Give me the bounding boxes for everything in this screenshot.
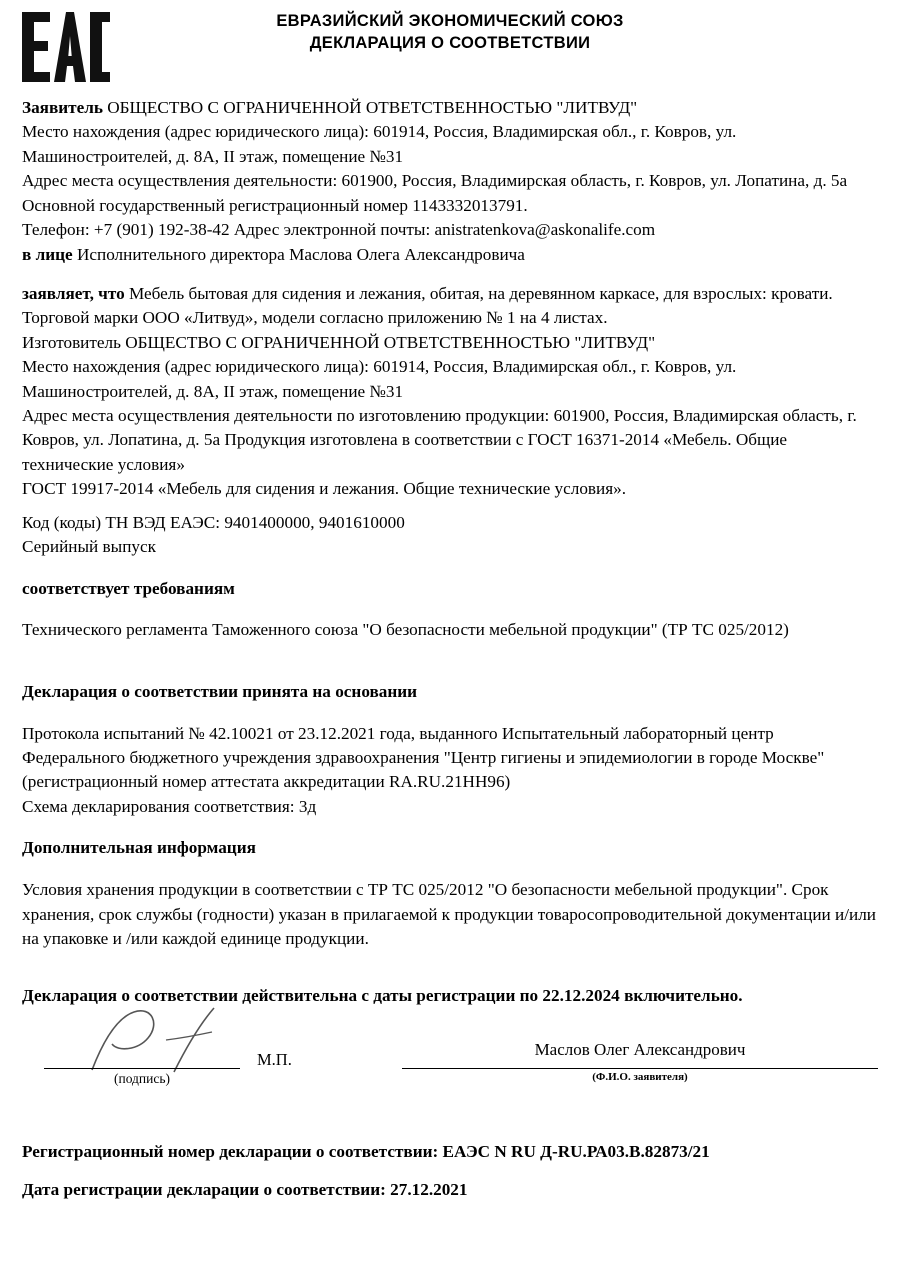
manufacturer-name: ОБЩЕСТВО С ОГРАНИЧЕННОЙ ОТВЕТСТВЕННОСТЬЮ "ЛИТВУД" (125, 332, 656, 352)
spacer (22, 643, 878, 663)
applicant-name-line (22, 96, 878, 120)
additional-info-text: Условия хранения продукции в соответствии с ТР ТС 025/2012 "О безопасности мебельной продукции". Срок хранения, срок службы (годности) указан в прилагаемой к продукции товаросопроводительной документации и/или на упаковке и /или каждой единице продукции. (22, 880, 877, 948)
registration-date-line (22, 1178, 878, 1202)
applicant-location: Место нахождения (адрес юридического лица): 601914, Россия, Владимирская обл., г. Ковров, ул. Машиностроителей, д. 8А, II этаж, помещение №31 (22, 122, 737, 166)
signature-rule-left (44, 1068, 240, 1069)
declaration-scheme: Схема декларирования соответствия: 3д (22, 796, 317, 816)
represented-by-label: в лице (22, 244, 73, 264)
represented-by-value: Исполнительного директора Маслова Олега Александровича (76, 244, 525, 264)
document-body (0, 96, 900, 1122)
conformity-text: Технического регламента Таможенного союза "О безопасности мебельной продукции" (ТР ТС 025/2012) (22, 620, 789, 640)
document-header (0, 0, 900, 96)
registration-date-label: Дата регистрации декларации о соответствии: (22, 1180, 386, 1200)
additional-info-heading: Дополнительная информация (22, 838, 256, 858)
manufacturer-label: Изготовитель (22, 332, 121, 352)
applicant-ogrn: Основной государственный регистрационный номер 1143332013791. (22, 195, 528, 215)
spacer (22, 267, 878, 282)
declares-text: Мебель бытовая для сидения и лежания, обитая, на деревянном каркасе, для взрослых: кровати. Торговой марки ООО «Литвуд», модели согласно приложению № 1 на 4 листах. (22, 283, 833, 328)
tn-ved-codes: Код (коды) ТН ВЭД ЕАЭС: 9401400000, 9401610000 (22, 512, 405, 532)
conformity-label: соответствует требованиям (22, 578, 235, 598)
registration-number-label: Регистрационный номер декларации о соответствии: (22, 1141, 439, 1161)
signature-caption-left: (подпись) (113, 1070, 171, 1086)
signer-name: Маслов Олег Александрович (534, 1039, 746, 1059)
signature-rule-right (402, 1068, 878, 1069)
registration-number-value: ЕАЭС N RU Д-RU.РА03.В.82873/21 (442, 1141, 710, 1161)
validity-text: Декларация о соответствии действительна с даты регистрации по 22.12.2024 включительно. (22, 985, 743, 1005)
spacer (22, 502, 878, 511)
signature-block (22, 1026, 878, 1122)
applicant-representative-line (22, 243, 878, 267)
stamp-label: М.П. (257, 1049, 292, 1069)
manufacturer-location: Место нахождения (адрес юридического лица): 601914, Россия, Владимирская обл., г. Ковров, ул. Машиностроителей, д. 8А, II этаж, помещение №31 (22, 357, 737, 401)
manufacturer-standard-2: ГОСТ 19917-2014 «Мебель для сидения и лежания. Общие технические условия». (22, 479, 627, 499)
basis-text: Протокола испытаний № 42.10021 от 23.12.2021 года, выданного Испытательный лабораторный центр Федерального бюджетного учреждения здравоохранения "Центр гигиены и эпидемиологии в городе Москве" (регистрационный номер аттестата аккредитации RA.RU.21НН96) (22, 723, 825, 792)
release-type: Серийный выпуск (22, 537, 156, 557)
title-line-1: ЕВРАЗИЙСКИЙ ЭКОНОМИЧЕСКИЙ СОЮЗ (276, 12, 624, 30)
declares-line (22, 282, 878, 331)
applicant-activity-address: Адрес места осуществления деятельности: 601900, Россия, Владимирская область, г. Ковров, ул. Лопатина, д. 5а (22, 171, 848, 191)
manufacturer-production-address: Адрес места осуществления деятельности по изготовлению продукции: 601900, Россия, Владимирская область, г. Ковров, ул. Лопатина, д. 5а Продукция изготовлена в соответствии с ГОСТ 16371-2014 «Мебель. Общие технические условия» (22, 406, 857, 474)
applicant-contacts: Телефон: +7 (901) 192-38-42 Адрес электронной почты: anistratenkova@askonalife.com (22, 220, 656, 240)
document-footer (0, 1140, 900, 1203)
handwritten-signature-icon (82, 1004, 272, 1074)
spacer (22, 951, 878, 966)
declares-label: заявляет, что (22, 283, 125, 303)
page-title (0, 10, 900, 55)
signature-caption-right: (Ф.И.О. заявителя) (592, 1070, 688, 1083)
basis-heading: Декларация о соответствии принята на основании (22, 682, 418, 701)
manufacturer-name-line (22, 331, 878, 355)
applicant-name: ОБЩЕСТВО С ОГРАНИЧЕННОЙ ОТВЕТСТВЕННОСТЬЮ "ЛИТВУД" (107, 98, 638, 117)
registration-number-line (22, 1140, 878, 1164)
registration-date-value: 27.12.2021 (390, 1180, 468, 1200)
applicant-label: Заявитель (22, 98, 103, 117)
title-line-2: ДЕКЛАРАЦИЯ О СООТВЕТСТВИИ (309, 34, 591, 53)
